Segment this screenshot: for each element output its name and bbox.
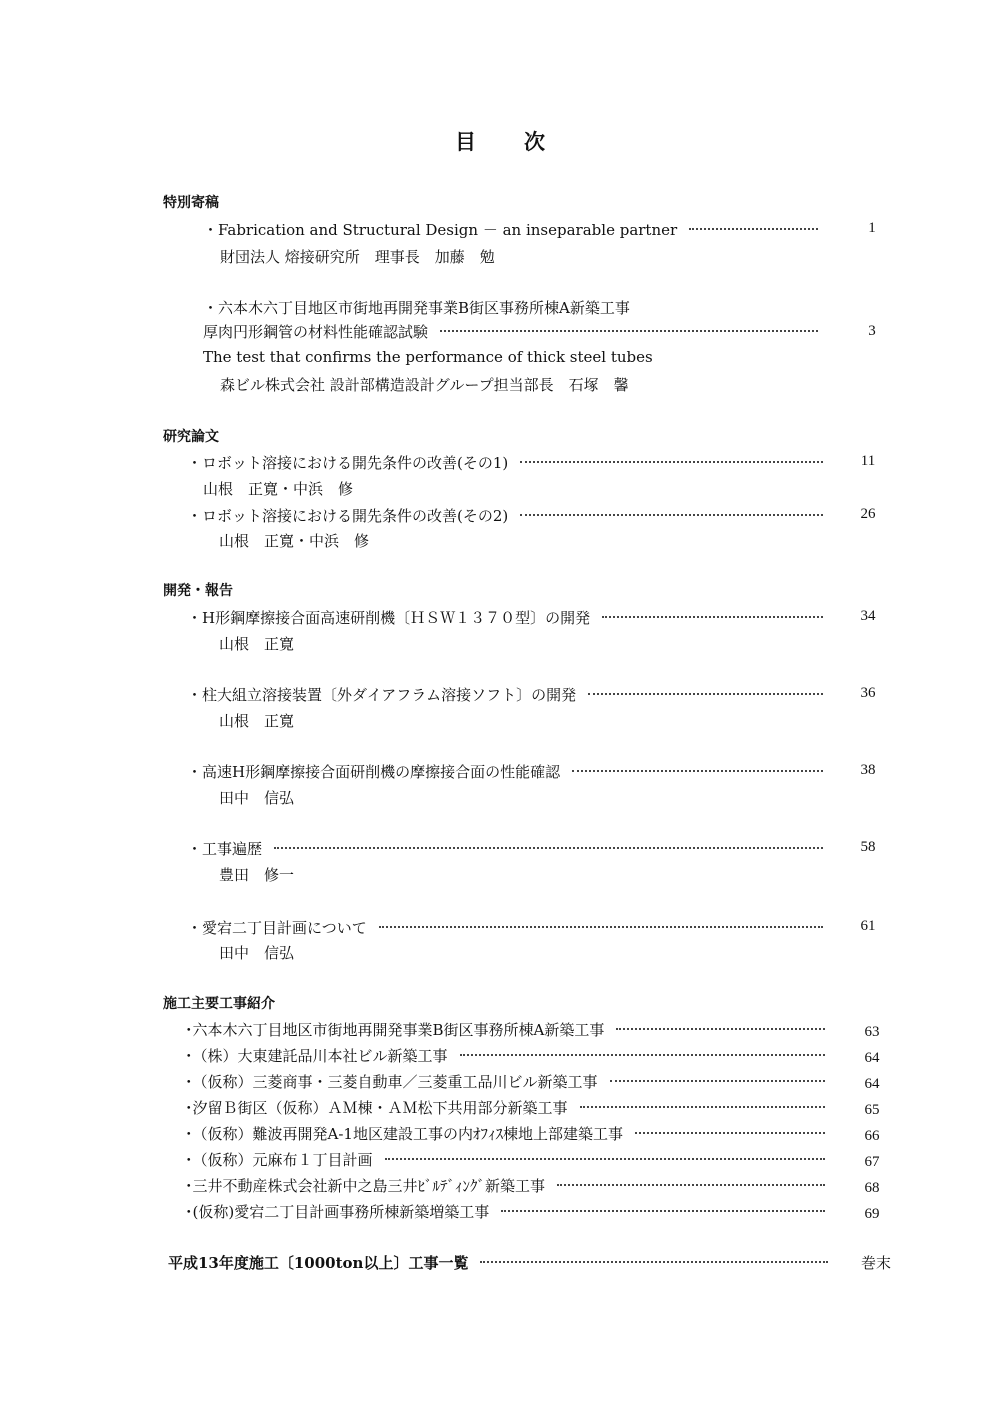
entry-author: 田中 信弘 (219, 944, 295, 962)
page-number: 11 (860, 453, 876, 469)
entry-author: 山根 正寛・中浜 修 (203, 480, 354, 498)
toc-entry[interactable] (187, 683, 835, 705)
leader-dots (580, 1106, 825, 1108)
page-number: 26 (860, 506, 876, 522)
leader-dots (440, 330, 818, 332)
entry-title: ･六本木六丁目地区市街地再開発事業B街区事務所棟A新築工事 (185, 1020, 605, 1039)
page-number: 64 (864, 1076, 880, 1092)
page-number: 38 (860, 762, 876, 778)
section-heading-special: 特別寄稿 (163, 195, 219, 211)
entry-title: ･（株）大東建託品川本社ビル新築工事 (185, 1046, 448, 1065)
entry-title: ・ロボット溶接における開先条件の改善(その2) (187, 506, 509, 525)
leader-dots (385, 1158, 825, 1160)
toc-entry[interactable] (185, 1122, 837, 1144)
section-heading-works: 施工主要工事紹介 (163, 996, 275, 1012)
page-number: 63 (864, 1024, 880, 1040)
entry-title: ・Fabrication and Structural Design － an inseparable partner (203, 220, 678, 239)
leader-dots (588, 693, 823, 695)
page-title (0, 126, 1000, 156)
page-number: 67 (864, 1154, 880, 1170)
leader-dots (616, 1028, 825, 1030)
toc-entry[interactable] (187, 504, 835, 526)
leader-dots (520, 461, 823, 463)
entry-title: ･三井不動産株式会社新中之島三井ﾋﾞﾙﾃﾞｨﾝｸﾞ新築工事 (185, 1176, 546, 1195)
entry-title: 平成13年度施工〔1000ton以上〕工事一覧 (168, 1253, 469, 1272)
entry-author: 財団法人 熔接研究所 理事長 加藤 勉 (220, 248, 495, 266)
page-number: 65 (864, 1102, 880, 1118)
toc-entry[interactable] (185, 1018, 837, 1040)
entry-author: 山根 正寛 (219, 712, 295, 730)
leader-dots (480, 1261, 828, 1263)
page-number: 巻末 (860, 1256, 891, 1272)
entry-title: ･（仮称）三菱商事・三菱自動車／三菱重工品川ビル新築工事 (185, 1072, 598, 1091)
toc-entry[interactable] (187, 916, 835, 938)
entry-author: 田中 信弘 (219, 789, 295, 807)
leader-dots (635, 1132, 825, 1134)
page-number: 61 (860, 918, 876, 934)
entry-title: 厚肉円形鋼管の材料性能確認試験 (203, 322, 429, 341)
leader-dots (379, 926, 823, 928)
leader-dots (689, 228, 818, 230)
title-char: 目 (455, 130, 476, 154)
toc-entry[interactable] (185, 1174, 837, 1196)
entry-title[interactable]: ・六本木六丁目地区市街地再開発事業B街区事務所棟A新築工事 (203, 299, 630, 317)
entry-title: ・愛宕二丁目計画について (187, 918, 367, 937)
entry-subtitle: The test that confirms the performance of thick steel tubes (203, 348, 653, 366)
leader-dots (572, 770, 823, 772)
toc-entry[interactable] (187, 760, 835, 782)
page-number: 58 (860, 839, 876, 855)
toc-entry[interactable] (185, 1096, 837, 1118)
page-number: 36 (860, 685, 876, 701)
section-heading-research: 研究論文 (163, 429, 219, 445)
entry-title: ・ロボット溶接における開先条件の改善(その1) (187, 453, 509, 472)
leader-dots (520, 514, 823, 516)
toc-entry[interactable] (185, 1148, 837, 1170)
page-number: 1 (868, 220, 876, 236)
leader-dots (602, 616, 823, 618)
entry-author: 豊田 修一 (219, 866, 295, 884)
section-heading-dev: 開発・報告 (163, 583, 233, 599)
toc-entry[interactable] (185, 1200, 837, 1222)
entry-title: ・高速H形鋼摩擦接合面研削機の摩擦接合面の性能確認 (187, 762, 561, 781)
entry-author: 森ビル株式会社 設計部構造設計グループ担当部長 石塚 馨 (220, 376, 629, 394)
entry-title: ･（仮称）元麻布１丁目計画 (185, 1150, 373, 1169)
leader-dots (557, 1184, 825, 1186)
page-number: 68 (864, 1180, 880, 1196)
toc-entry[interactable] (203, 218, 830, 240)
toc-entry[interactable] (187, 451, 835, 473)
title-char: 次 (524, 130, 545, 154)
leader-dots (460, 1054, 825, 1056)
page-number: 66 (864, 1128, 880, 1144)
leader-dots (274, 847, 823, 849)
entry-title: ・H形鋼摩擦接合面高速研削機〔ＨＳＷ１３７０型〕の開発 (187, 608, 591, 627)
page-number: 34 (860, 608, 876, 624)
entry-title: ･汐留Ｂ街区（仮称）ＡＭ棟・ＡＭ松下共用部分新築工事 (185, 1098, 568, 1117)
toc-entry[interactable] (187, 606, 835, 628)
entry-author: 山根 正寛 (219, 635, 295, 653)
leader-dots (501, 1210, 825, 1212)
toc-entry[interactable] (203, 320, 830, 342)
toc-entry[interactable] (187, 837, 835, 859)
page-number: 3 (868, 323, 876, 339)
entry-title: ･(仮称)愛宕二丁目計画事務所棟新築増築工事 (185, 1202, 490, 1221)
toc-entry[interactable] (185, 1070, 837, 1092)
entry-title: ･（仮称）難波再開発A-1地区建設工事の内ｵﾌｨｽ棟地上部建築工事 (185, 1124, 623, 1143)
page-number: 64 (864, 1050, 880, 1066)
toc-entry[interactable] (168, 1251, 840, 1273)
entry-title: ・工事遍歴 (187, 839, 263, 858)
leader-dots (610, 1080, 825, 1082)
page-number: 69 (864, 1206, 880, 1222)
entry-author: 山根 正寛・中浜 修 (219, 532, 370, 550)
toc-entry[interactable] (185, 1044, 837, 1066)
entry-title: ・柱大組立溶接装置〔外ダイアフラム溶接ソフト〕の開発 (187, 685, 577, 704)
